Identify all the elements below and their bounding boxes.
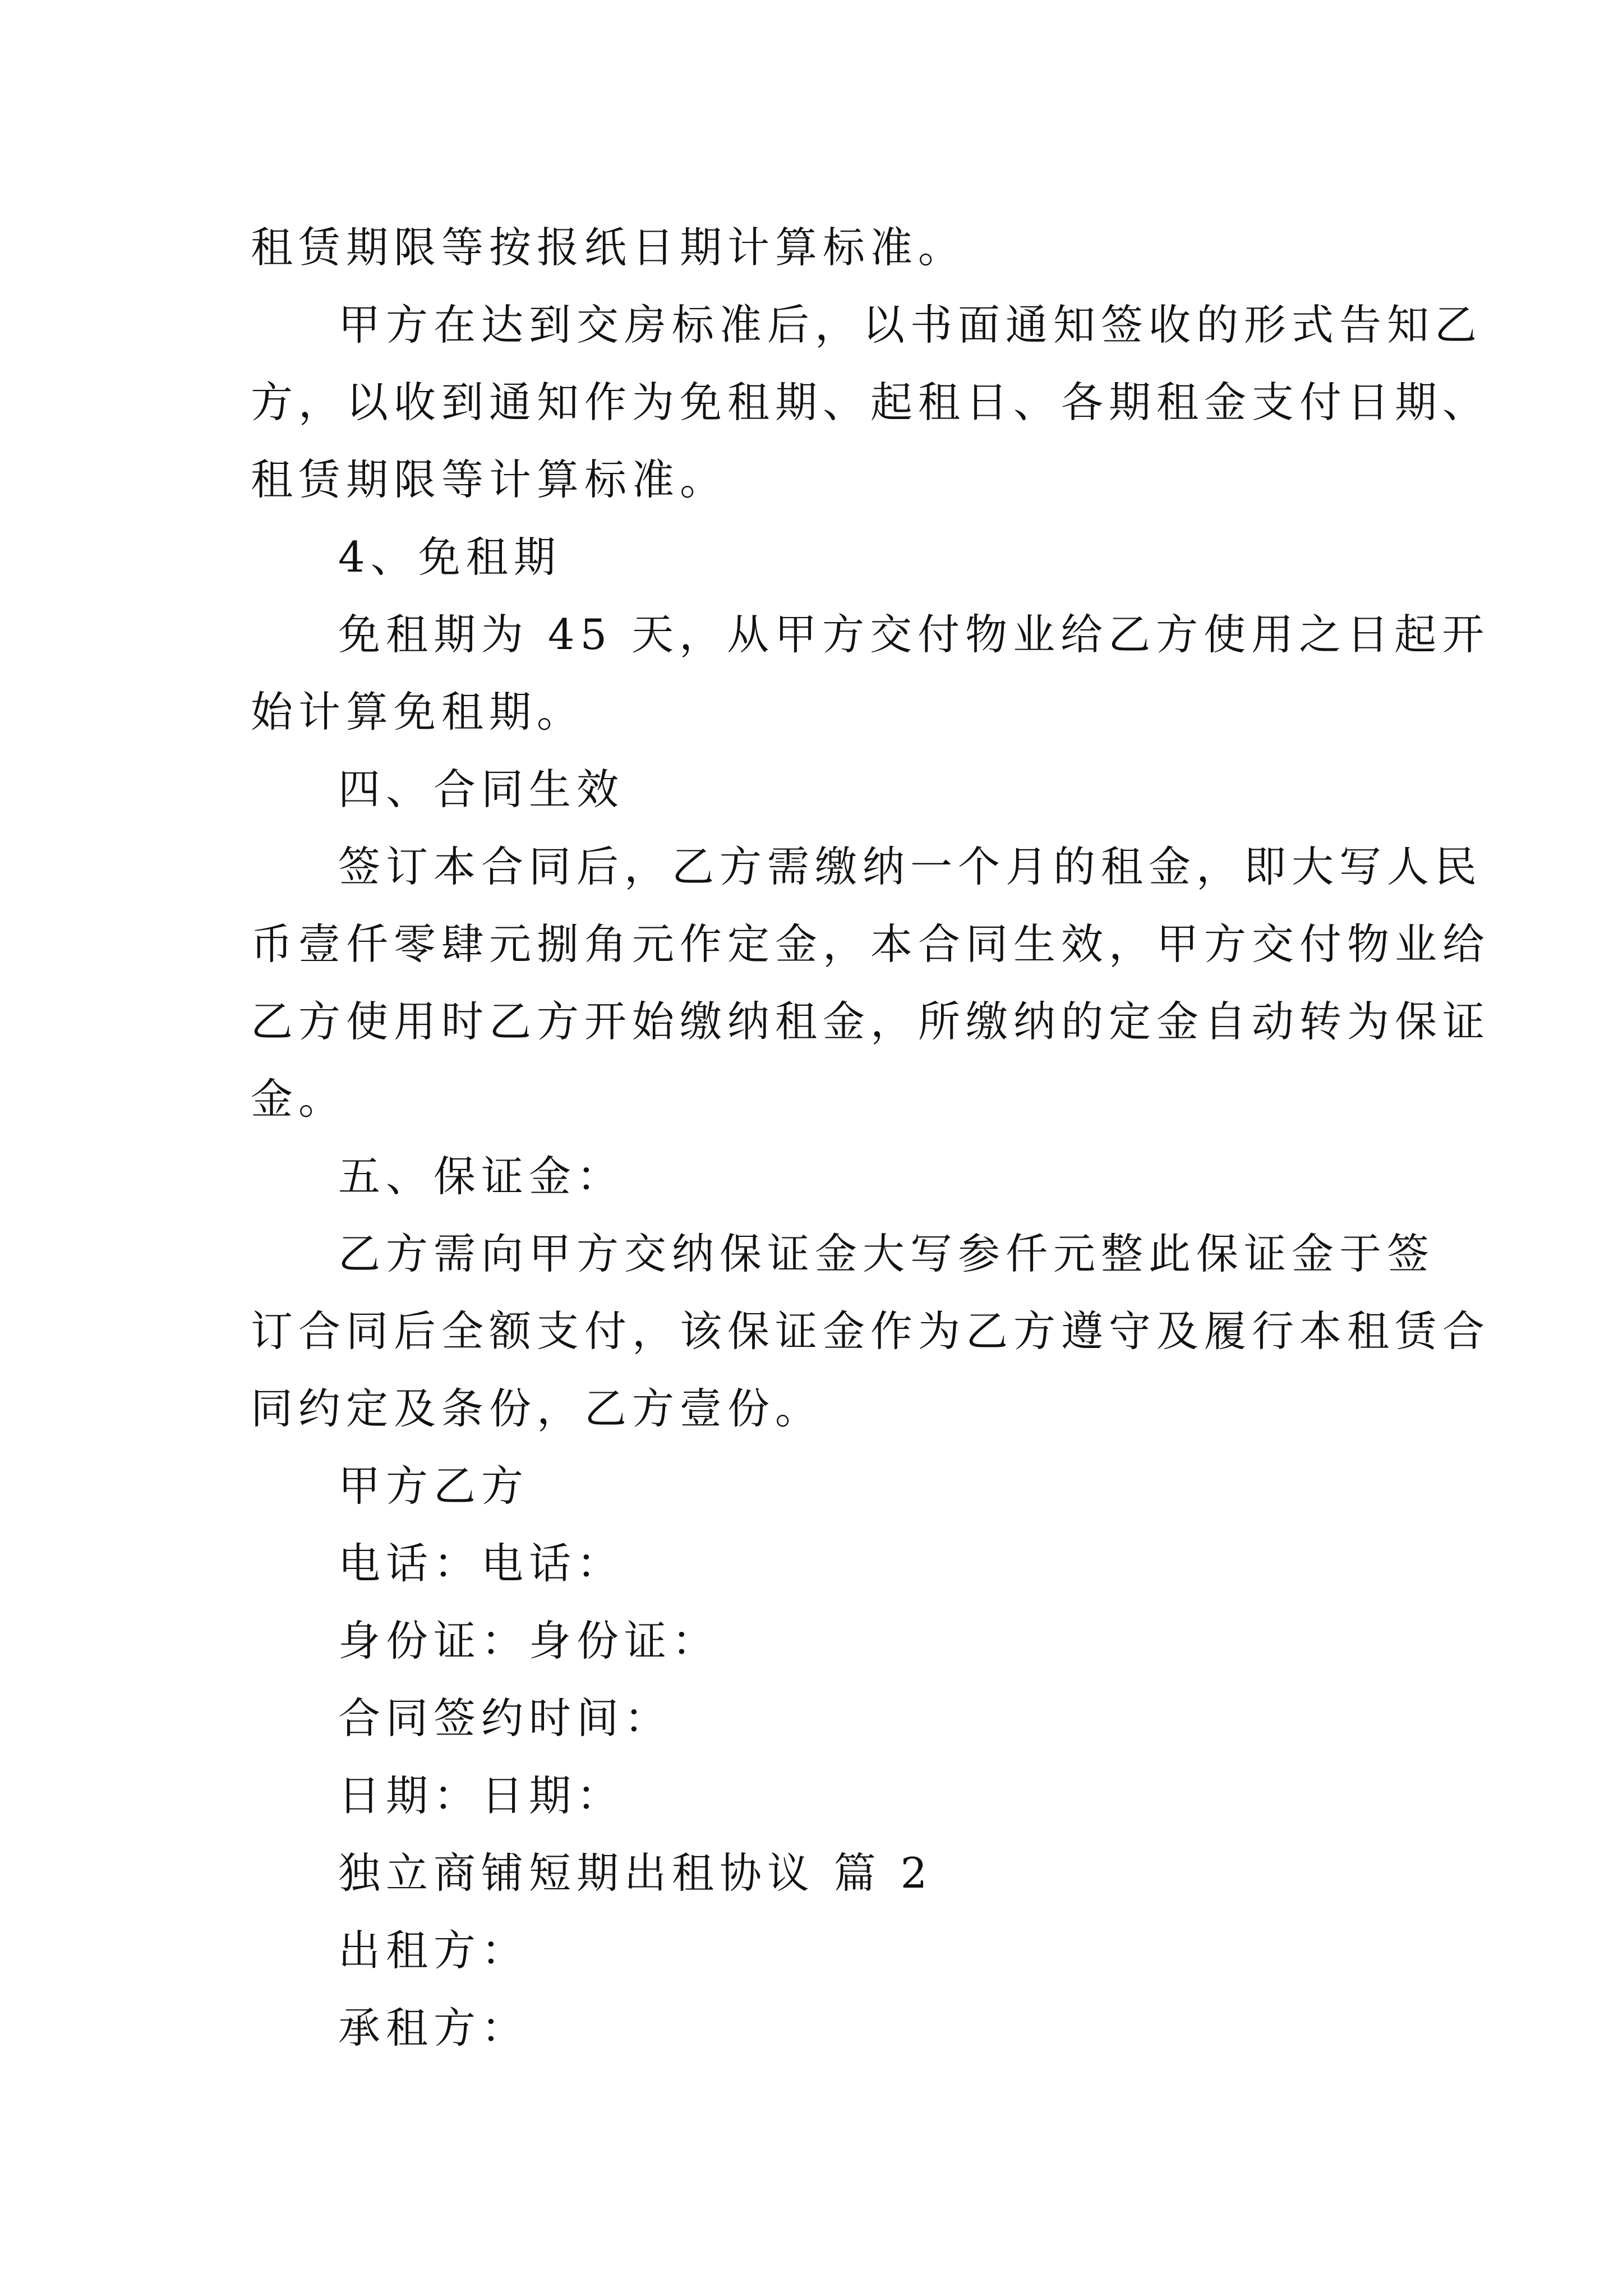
text-line: 租赁期限等计算标准。 <box>251 455 728 504</box>
text-line: 始计算免租期。 <box>251 687 585 737</box>
text-line: 乙方需向甲方交纳保证金大写参仟元整此保证金于签 <box>338 1229 1435 1278</box>
phone-field-label: 电话：电话： <box>338 1539 625 1588</box>
document-body <box>251 209 1491 2067</box>
text-line: 签订本合同后，乙方需缴纳一个月的租金，即大写人民 <box>338 842 1483 891</box>
text-line: 金。 <box>251 1074 347 1124</box>
text-line: 甲方在达到交房标准后，以书面通知签收的形式告知乙 <box>338 300 1483 349</box>
text-line: 币壹仟零肆元捌角元作定金，本合同生效，甲方交付物业给 <box>251 919 1491 969</box>
section-heading: 五、保证金： <box>338 1152 625 1201</box>
signing-time-label: 合同签约时间： <box>338 1694 672 1743</box>
text-line: 同约定及条份，乙方壹份。 <box>251 1384 823 1433</box>
signature-parties: 甲方乙方 <box>338 1461 529 1511</box>
lessor-label: 出租方： <box>338 1926 529 1975</box>
date-field-label: 日期：日期： <box>338 1771 625 1820</box>
id-card-field-label: 身份证：身份证： <box>338 1616 720 1665</box>
text-line: 订合同后全额支付，该保证金作为乙方遵守及履行本租赁合 <box>251 1306 1491 1356</box>
text-line: 方，以收到通知作为免租期、起租日、各期租金支付日期、 <box>251 378 1491 427</box>
section-heading: 四、合同生效 <box>338 765 625 814</box>
text-line: 免租期为 45 天，从甲方交付物业给乙方使用之日起开 <box>338 610 1490 659</box>
text-line: 乙方使用时乙方开始缴纳租金，所缴纳的定金自动转为保证 <box>251 997 1491 1046</box>
lessee-label: 承租方： <box>338 2003 529 2053</box>
text-line: 租赁期限等按报纸日期计算标准。 <box>251 223 966 272</box>
agreement-title: 独立商铺短期出租协议 篇 2 <box>338 1848 933 1898</box>
section-heading: 4、免租期 <box>338 532 561 582</box>
